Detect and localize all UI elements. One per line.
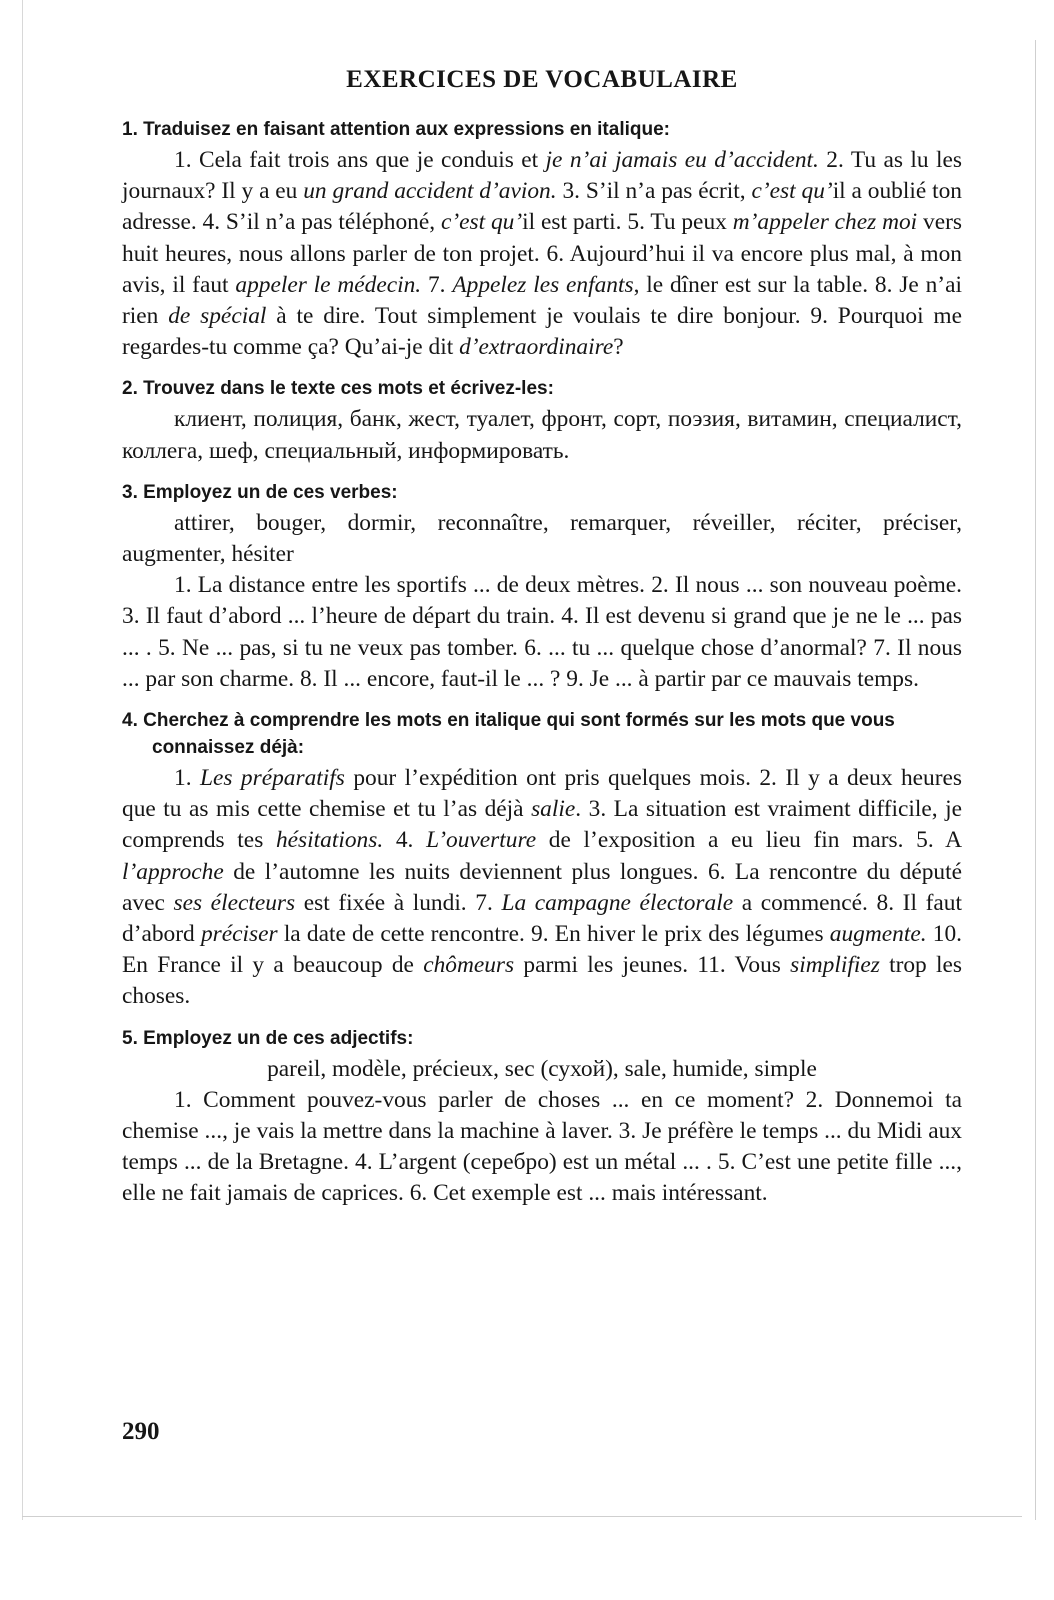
text-segment: trop les choses. [122, 952, 962, 1010]
italic-expression: L’ouverture [426, 827, 537, 854]
italic-expression: appeler le médecin. [235, 271, 422, 298]
italic-expression: je n’ai jamais eu d’accident. [545, 147, 819, 173]
exercise-3-verb-list [122, 508, 962, 570]
italic-expression: chômeurs [423, 952, 515, 979]
italic-expression: de spécial [168, 303, 267, 330]
text-segment: de l’automne les nuits deviennent plus longues. 6. La rencontre du député avec [122, 858, 962, 916]
text-segment: 1. La distance entre les sportifs ... de deux mètres. 2. Il nous ... son nouveau poème. 3. Il faut d’abord ... l’heure de départ du train. 4. Il est devenu si grand que je ne le ... pas ... . 5. Ne ... pas, si tu ne veux pas tomber. 6. ... tu ... quelque chose d’anormal? 7. Il nous ... par son charme. 8. Il ... encore, faut-il le ... ? 9. Je ... à partir par ce mauvais temps. [122, 572, 962, 692]
text-segment: 2. Tu as lu les journaux? Il y a eu [122, 147, 962, 205]
text-segment: à te dire. Tout simplement je voulais te dire bonjour. 9. Pourquoi me regardes-tu comme ça? Qu’ai-je dit [122, 303, 963, 361]
exercise-5-adjective-list [122, 1054, 962, 1085]
exercise-1-title: 1. Traduisez en faisant attention aux expressions en italique: [122, 119, 670, 140]
page-content [122, 66, 962, 1210]
exercise-4-title: 4. Cherchez à comprendre les mots en italique qui sont formés sur les mots que vous connaissez déjà: [122, 710, 895, 759]
italic-expression: c’est qu’ [751, 178, 833, 205]
page-edge-bottom [22, 1516, 1022, 1517]
exercise-2 [122, 375, 962, 466]
exercise-5-title: 5. Employez un de ces adjectifs: [122, 1027, 414, 1049]
exercise-5 [122, 1025, 962, 1210]
text-segment: la date de cette rencontre. 9. En hiver le prix des légumes [277, 921, 830, 948]
italic-expression: d’extraordinaire [459, 334, 614, 361]
text-segment: pour l’expédition ont pris quelques mois. 2. Il y a deux heures que tu as mis cette chemise et tu l’as déjà [122, 765, 962, 823]
exercise-4-text [122, 763, 962, 1013]
italic-expression: préciser [200, 921, 278, 948]
exercise-3-text [122, 570, 962, 695]
italic-expression: augmente. [829, 921, 927, 948]
page-number: 290 [122, 1418, 160, 1445]
page-title: EXERCICES DE VOCABULAIRE [346, 66, 738, 93]
exercise-2-word-list [122, 404, 962, 466]
italic-expression: m’appeler chez moi [732, 209, 918, 236]
exercise-3 [122, 479, 962, 695]
text-segment: il est parti. 5. Tu peux [522, 209, 733, 236]
italic-expression: Appelez les enfants [452, 271, 634, 298]
italic-expression: simplifiez [790, 952, 880, 979]
exercise-1-text [122, 145, 962, 363]
text-segment: . 3. La situation est vraiment difficile, je comprends tes [122, 796, 962, 854]
exercise-5-text [122, 1085, 962, 1210]
text-segment: attirer, bouger, dormir, reconnaître, remarquer, réveiller, réciter, préciser, augmenter, hésiter [122, 509, 962, 568]
text-segment: 1. Cela fait trois ans que je conduis et [174, 147, 546, 173]
page-edge-right [1035, 40, 1036, 1520]
text-segment: 4. [383, 827, 427, 854]
exercise-2-title: 2. Trouvez dans le texte ces mots et écrivez-les: [122, 378, 554, 400]
text-segment: ? [613, 334, 624, 361]
exercise-3-title: 3. Employez un de ces verbes: [122, 481, 398, 503]
italic-expression: un grand accident d’avion. [303, 178, 557, 205]
page-edge-left [22, 0, 23, 1520]
text-segment: , le dîner est sur la table. 8. Je n’ai rien [122, 271, 962, 330]
text-segment: de l’exposition a eu lieu fin mars. 5. A [536, 827, 962, 854]
exercise-4 [122, 707, 962, 1013]
text-segment: клиент, полиция, банк, жест, туалет, фронт, сорт, поэзия, витамин, специалист, коллега, шеф, специальный, информировать. [122, 406, 962, 464]
text-segment: 1. Comment pouvez-vous parler de choses ... en ce moment? 2. Donnemoi ta chemise ..., je vais la mettre dans la machine à laver. 3. Je préfère le temps ... du Midi aux temps ... de la Bretagne. 4. L’argent (серебро) est un métal ... . 5. C’est une petite fille ..., elle ne fait jamais de caprices. 6. Cet exemple est ... mais intéressant. [122, 1086, 962, 1207]
text-segment: parmi les jeunes. 11. Vous [514, 952, 791, 979]
text-segment: est fixée à lundi. 7. [295, 889, 502, 916]
italic-expression: ses électeurs [173, 889, 296, 916]
italic-expression: l’approche [122, 858, 224, 885]
italic-expression: salie [531, 796, 576, 823]
text-segment: 1. [174, 765, 200, 792]
text-segment: 10. En France il y a beaucoup de [122, 921, 963, 979]
text-segment: il a oublié ton adresse. 4. S’il n’a pas téléphoné, [122, 178, 962, 236]
italic-expression: c’est qu’ [440, 209, 523, 236]
italic-expression: La campagne électorale [501, 889, 734, 916]
italic-expression: Les préparatifs [200, 765, 345, 792]
italic-expression: hésitations. [275, 827, 384, 854]
text-segment: 7. [421, 271, 453, 298]
exercise-1 [122, 116, 962, 363]
text-segment: 3. S’il n’a pas écrit, [556, 178, 752, 205]
text-segment: pareil, modèle, précieux, sec (сухой), sale, humide, simple [267, 1055, 817, 1082]
text-segment: a commencé. 8. Il faut d’abord [122, 889, 962, 948]
text-segment: vers huit heures, nous allons parler de ton projet. 6. Aujourd’hui il va encore plus mal, à mon avis, il faut [122, 209, 962, 298]
